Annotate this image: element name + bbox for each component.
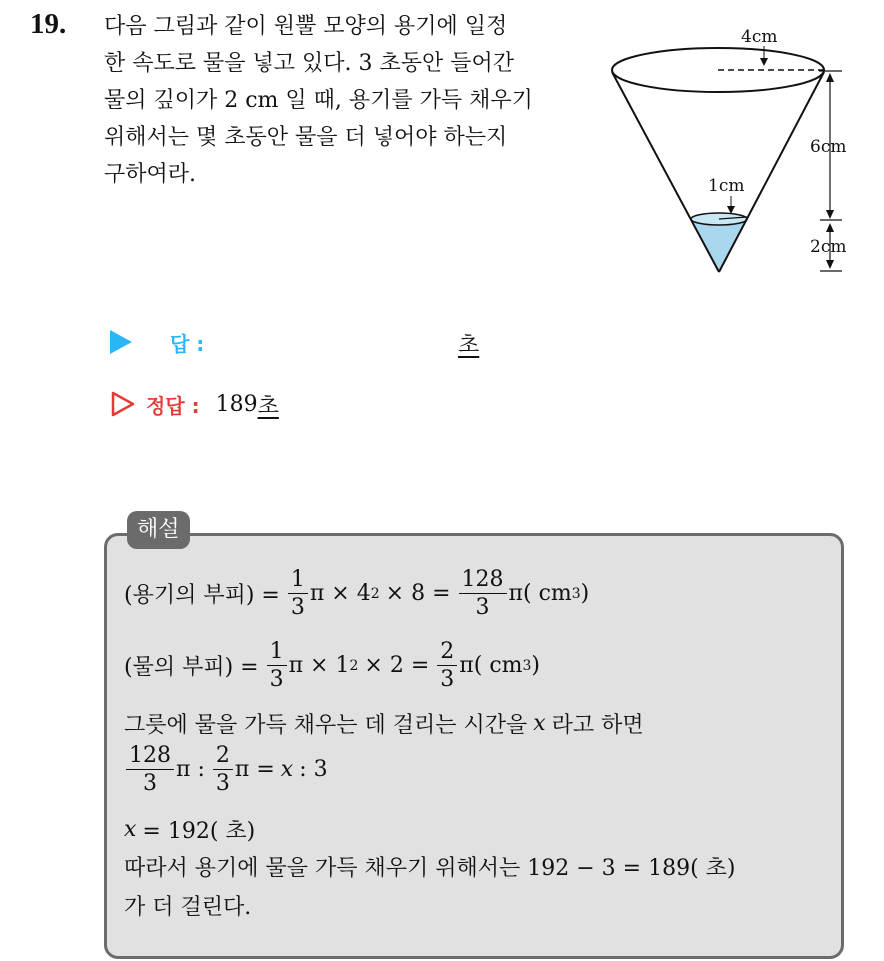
exponent: 2	[370, 585, 380, 602]
water-radius-label: 1cm	[708, 176, 745, 196]
eq-text: π( cm	[508, 581, 572, 607]
fraction-denominator: 3	[475, 595, 490, 621]
question-number: 19.	[30, 8, 67, 40]
eq-text: : 3	[299, 757, 328, 783]
solution-line-7	[124, 890, 251, 921]
fraction	[126, 744, 174, 795]
correct-value: 189	[215, 391, 258, 417]
eq-text: 가 더 걸린다.	[124, 895, 252, 920]
fraction-denominator: 3	[269, 667, 284, 693]
fraction	[459, 568, 507, 619]
eq-text: π =	[234, 757, 275, 783]
correct-answer-row	[110, 384, 279, 424]
question-line: 구하여라.	[104, 162, 197, 187]
correct-unit: 초	[257, 393, 279, 419]
height-arrow-top	[826, 73, 834, 82]
fraction-denominator: 3	[143, 771, 157, 797]
depth-label: 2cm	[810, 237, 847, 257]
variable: x	[533, 711, 546, 736]
correct-label: 정답 :	[146, 393, 200, 418]
eq-text: π × 1	[288, 653, 350, 679]
exponent: 3	[522, 657, 532, 674]
solution-line-3	[124, 708, 644, 739]
fraction	[267, 640, 287, 691]
radius-pointer-head	[760, 58, 768, 66]
eq-text: (물의 부피) =	[124, 655, 259, 681]
eq-text: π( cm	[459, 653, 523, 679]
question-line: 물의 깊이가 2 cm 일 때, 용기를 가득 채우기	[104, 88, 533, 113]
exponent: 3	[571, 585, 581, 602]
eq-text: π × 4	[309, 581, 371, 607]
eq-text: × 8 =	[385, 581, 451, 607]
variable: x	[124, 817, 137, 842]
eq-text: × 2 =	[364, 653, 430, 679]
answer-row	[110, 322, 480, 362]
question-text	[104, 8, 590, 193]
correct-arrow-icon	[110, 391, 136, 417]
fraction-numerator: 2	[437, 640, 457, 666]
solution-line-1	[124, 568, 589, 619]
question-line: 다음 그림과 같이 원뿔 모양의 용기에 일정	[104, 14, 508, 39]
fraction-denominator: 3	[440, 667, 455, 693]
solution-line-6	[124, 851, 735, 882]
fraction-numerator: 128	[126, 744, 174, 770]
cone-left-side	[612, 72, 719, 272]
eq-text: 따라서 용기에 물을 가득 채우기 위해서는 192 − 3 = 189( 초)	[124, 856, 736, 881]
eq-text: )	[580, 581, 590, 607]
eq-text: = 192( 초)	[142, 819, 256, 844]
radius-label: 4cm	[741, 27, 778, 47]
height-label: 6cm	[810, 137, 847, 157]
answer-unit: 초	[458, 333, 480, 358]
fraction	[213, 744, 233, 795]
fraction-numerator: 1	[288, 568, 308, 594]
fraction-numerator: 2	[213, 744, 233, 770]
depth-arrow-bottom	[826, 260, 834, 269]
eq-text: (용기의 부피) =	[124, 583, 280, 609]
fraction	[288, 568, 308, 619]
solution-line-4	[124, 744, 328, 795]
fraction-denominator: 3	[290, 595, 305, 621]
question-line: 한 속도로 물을 넣고 있다. 3 초동안 들어간	[104, 51, 514, 76]
eq-text: 그릇에 물을 가득 채우는 데 걸리는 시간을	[124, 713, 528, 738]
cone-diagram	[596, 14, 866, 284]
answer-arrow-icon	[110, 330, 132, 354]
fraction-denominator: 3	[215, 771, 230, 797]
exponent: 2	[349, 657, 359, 674]
fraction-numerator: 1	[267, 640, 287, 666]
fraction	[437, 640, 457, 691]
eq-text: 라고 하면	[551, 713, 644, 738]
cone-right-side	[719, 72, 824, 272]
height-arrow-bottom	[826, 210, 834, 219]
solution-line-2	[124, 640, 540, 691]
variable: x	[280, 757, 294, 783]
fraction-numerator: 128	[459, 568, 507, 594]
question-line: 위해서는 몇 초동안 물을 더 넣어야 하는지	[104, 125, 508, 150]
solution-tag: 해설	[127, 511, 190, 549]
eq-text: π :	[176, 757, 205, 783]
eq-text: )	[531, 653, 541, 679]
answer-label: 답 :	[170, 331, 205, 356]
solution-line-5	[124, 814, 255, 845]
